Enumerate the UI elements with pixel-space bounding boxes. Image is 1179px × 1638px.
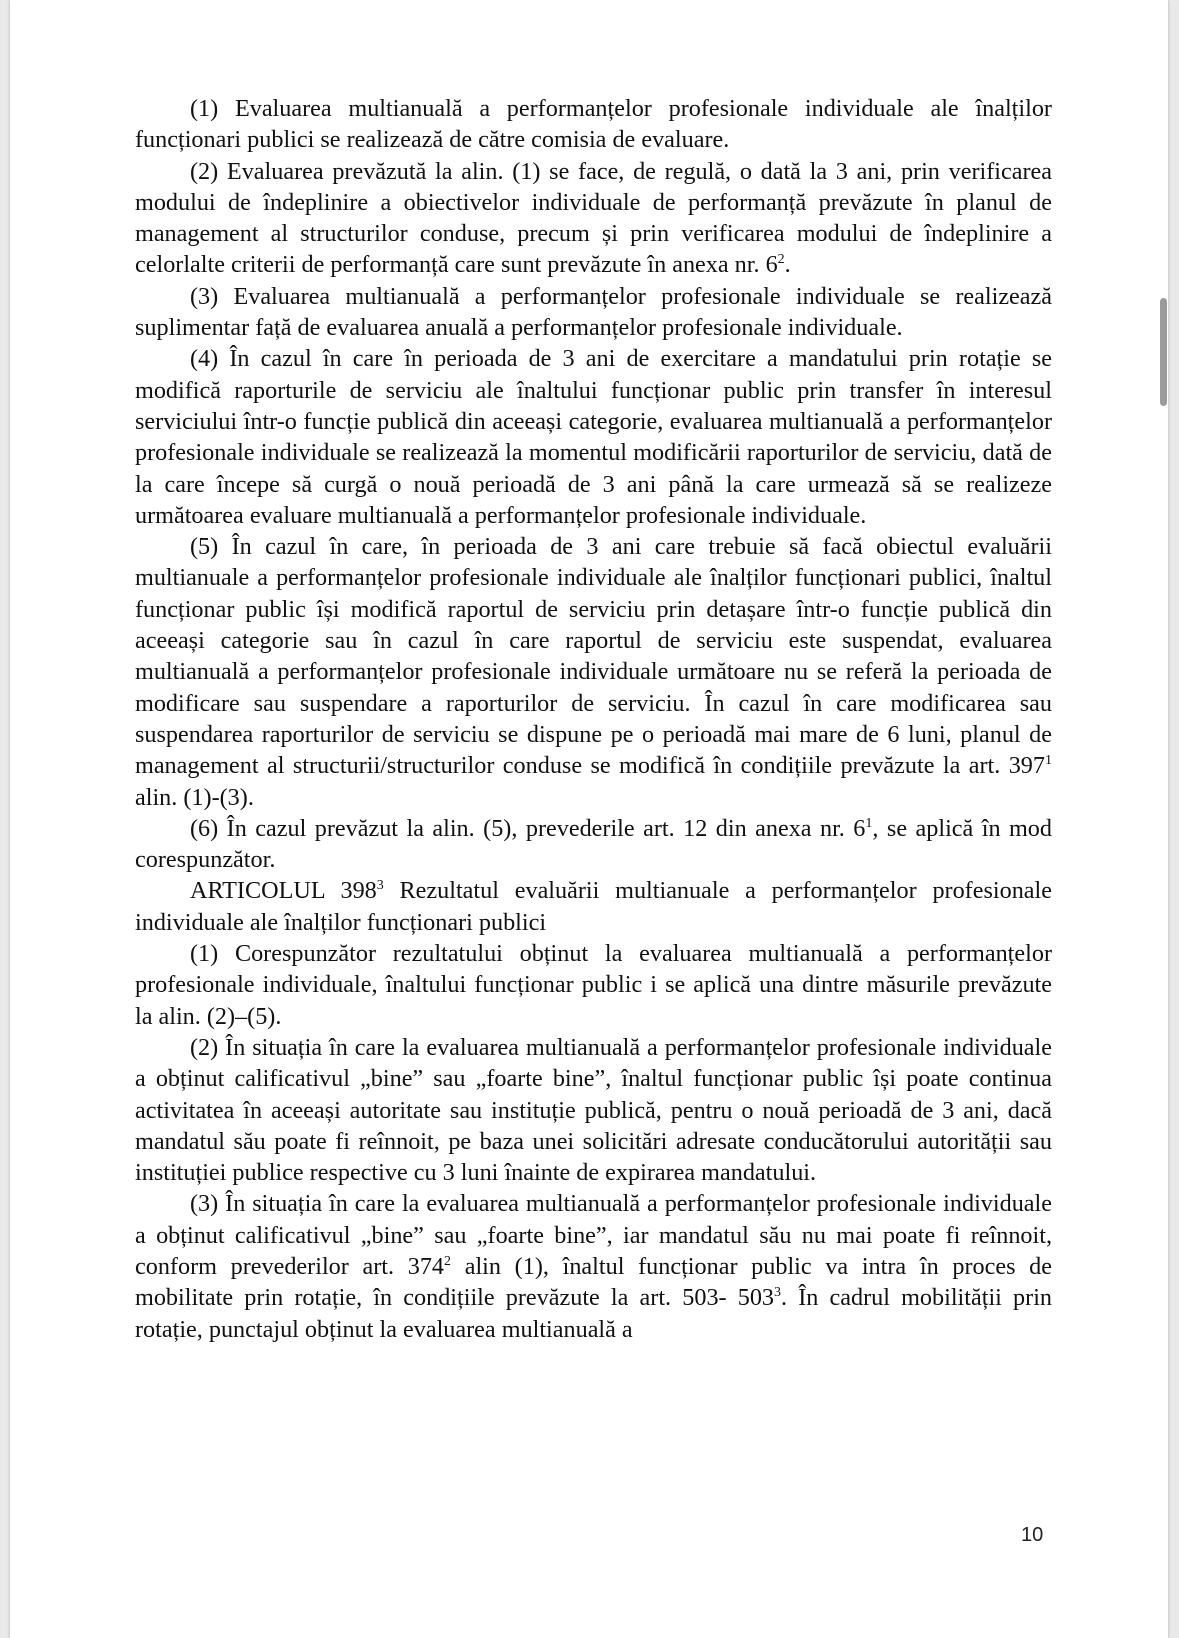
superscript: 3 bbox=[376, 878, 384, 894]
paragraph-result-3: (3) În situația în care la evaluarea multianuală a performanțelor profesionale individuale a obținut calificativul „bine” sau „foarte bine”, iar mandatul său nu mai poate fi reînnoit, conform prevederilor art. $374^2$ alin (1), înaltul funcționar public va intra în proces de mobilitate prin rotație, în condițiile prevăzute la art. 503- $503^3$. În cadrul mobilității prin rotație, punctajul obținut la evaluarea multianuală a bbox=[135, 1190, 1053, 1343]
paragraph-art-3: (3) Evaluarea multianuală a performanțelor profesionale individuale se realizează suplimentar față de evaluarea anuală a performanțelor profesionale individuale. bbox=[135, 282, 1052, 342]
document-page bbox=[10, 0, 1168, 1638]
scrollbar-thumb[interactable] bbox=[1160, 298, 1167, 406]
article-heading: ARTICOLUL $398^3$ Rezultatul evaluării multianuale a performanțelor profesionale individuale ale înalților funcționari publici bbox=[135, 877, 1052, 936]
paragraph-art-6: (6) În cazul prevăzut la alin. (5), prevederile art. 12 din anexa nr. $6^1$, se aplică în mod corespunzător. bbox=[135, 814, 1052, 874]
document-body bbox=[135, 93, 1052, 1345]
superscript: 2 bbox=[444, 1253, 452, 1269]
superscript: 1 bbox=[1045, 753, 1052, 769]
superscript: 1 bbox=[865, 815, 873, 831]
paragraph-art-4: (4) În cazul în care în perioada de 3 ani de exercitare a mandatului prin rotație se modifică raporturile de serviciu ale înaltului funcționar public prin transfer în interesul serviciului într-o funcție publică din aceeași categorie, evaluarea multianuală a performanțelor profesionale individuale se realizează la momentul modificării raporturilor de serviciu, dată de la care începe să curgă o nouă perioadă de 3 ani până la care urmează să se realizeze următoarea evaluare multianuală a performanțelor profesionale individuale. bbox=[135, 345, 1052, 529]
paragraph-art-1: (1) Evaluarea multianuală a performanțelor profesionale individuale ale înalților funcționari publici se realizează de către comisia de evaluare. bbox=[135, 95, 1052, 154]
paragraph-result-2: (2) În situația în care la evaluarea multianuală a performanțelor profesionale individuale a obținut calificativul „bine” sau „foarte bine”, înaltul funcționar public își poate continua activitatea în aceeași autoritate sau instituție publică, pentru o nouă perioadă de 3 ani, dacă mandatul său poate fi reînnoit, pe baza unei solicitări adresate conducătorului autorității sau instituției publice respective cu 3 luni înainte de expirarea mandatului. bbox=[135, 1033, 1052, 1187]
paragraph-result-1: (1) Corespunzător rezultatului obținut la evaluarea multianuală a performanțelor profesionale individuale, înaltului funcționar public i se aplică una dintre măsurile prevăzute la alin. (2)–(5). bbox=[135, 940, 1052, 1030]
superscript: 3 bbox=[774, 1285, 782, 1301]
page-number: 10 bbox=[1021, 1524, 1044, 1546]
paragraph-art-2: (2) Evaluarea prevăzută la alin. (1) se face, de regulă, o dată la 3 ani, prin verificarea modului de îndeplinire a obiectivelor individuale de performanță prevăzute în planul de management al structurilor conduse, precum și prin verificarea modului de îndeplinire a celorlalte criterii de performanță care sunt prevăzute în anexa nr. $6^2$. bbox=[135, 157, 1052, 279]
superscript: 2 bbox=[777, 252, 785, 268]
paragraph-art-5: (5) În cazul în care, în perioada de 3 ani care trebuie să facă obiectul evaluării multianuale a performanțelor profesionale individuale ale înalților funcționari publici, înaltul funcționar public își modifică raportul de serviciu prin detașare într-o funcție publică din aceeași categorie sau în cazul în care raportul de serviciu este suspendat, evaluarea multianuală a performanțelor profesionale individuale următoare nu se referă la perioada de modificare sau suspendare a raporturilor de serviciu. În cazul în care modificarea sau suspendarea raporturilor de serviciu se dispune pe o perioadă mai mare de 6 luni, planul de management al structurii/structurilor conduse se modifică în condițiile prevăzute la art. $397^1$ alin. (1)-(3). bbox=[135, 533, 1052, 811]
